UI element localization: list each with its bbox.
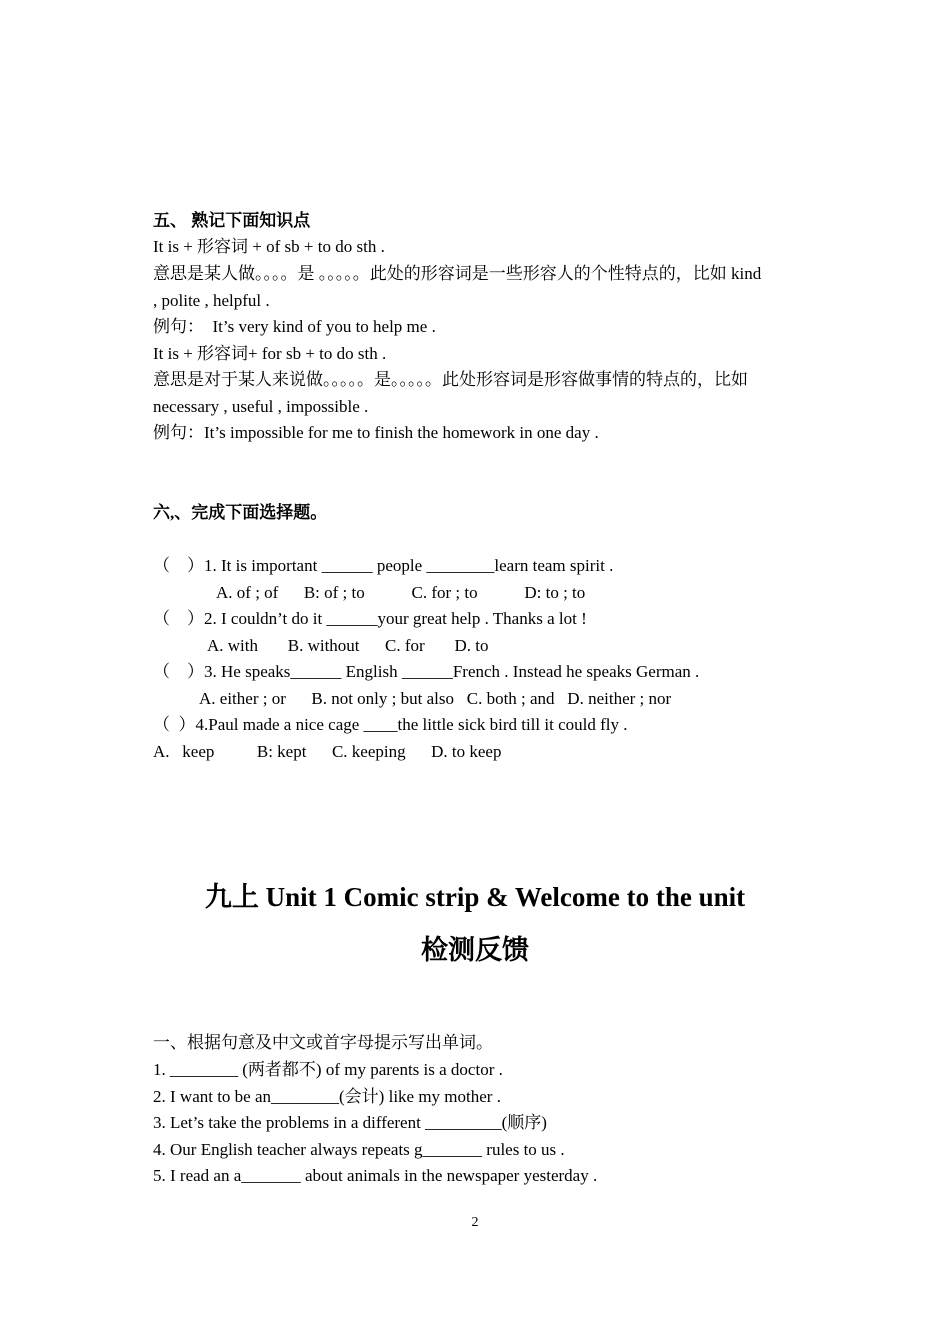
section5-line: 意思是对于某人来说做。。。。。是。。。。。此处形容词是形容做事情的特点的，比如: [153, 370, 748, 389]
page-number: 2: [471, 1215, 479, 1230]
section5-line: 例句：It’s impossible for me to finish the homework in one day .: [153, 423, 599, 442]
section5-line: It is + 形容词 + of sb + to do sth .: [153, 237, 385, 256]
question-1-options: A. of ; of B: of ; to C. for ; to D: to ; to: [216, 583, 586, 602]
section6-heading: 六,、完成下面选择题。: [153, 503, 328, 522]
question-2-options: A. with B. without C. for D. to: [207, 636, 489, 655]
section5-line: It is + 形容词+ for sb + to do sth .: [153, 344, 387, 363]
exercise1-item: 2. I want to be an________(会计) like my mother .: [153, 1087, 501, 1106]
unit-title: 九上 Unit 1 Comic strip & Welcome to the unit: [204, 882, 746, 912]
question-2: （ ）2. I couldn’t do it ______your great help . Thanks a lot !: [153, 609, 587, 628]
exercise1-heading: 一、根据句意及中文或首字母提示写出单词。: [153, 1033, 493, 1052]
section5-line: 意思是某人做。。。。是 。。。。。此处的形容词是一些形容人的个性特点的，比如 kind: [153, 264, 762, 283]
exercise1-item: 1. ________ (两者都不) of my parents is a doctor .: [153, 1060, 503, 1079]
section5-line: necessary , useful , impossible .: [153, 397, 369, 416]
exercise1-item: 4. Our English teacher always repeats g_______ rules to us .: [153, 1140, 565, 1159]
question-4-options: A. keep B: kept C. keeping D. to keep: [153, 742, 502, 761]
section5-line: 例句： It’s very kind of you to help me .: [153, 317, 436, 336]
question-1: （ ）1. It is important ______ people ________learn team spirit .: [153, 556, 614, 575]
unit-subtitle: 检测反馈: [421, 935, 529, 965]
question-3: （ ）3. He speaks______ English ______French . Instead he speaks German .: [153, 662, 700, 681]
section5-heading: 五、 熟记下面知识点: [153, 211, 311, 230]
exercise1-item: 5. I read an a_______ about animals in the newspaper yesterday .: [153, 1166, 598, 1185]
question-3-options: A. either ; or B. not only ; but also C. both ; and D. neither ; nor: [199, 689, 672, 708]
exercise1-item: 3. Let’s take the problems in a different _________(顺序): [153, 1113, 547, 1132]
section5-line: , polite , helpful .: [153, 291, 270, 310]
question-4: （ ）4.Paul made a nice cage ____the little sick bird till it could fly .: [153, 715, 628, 734]
